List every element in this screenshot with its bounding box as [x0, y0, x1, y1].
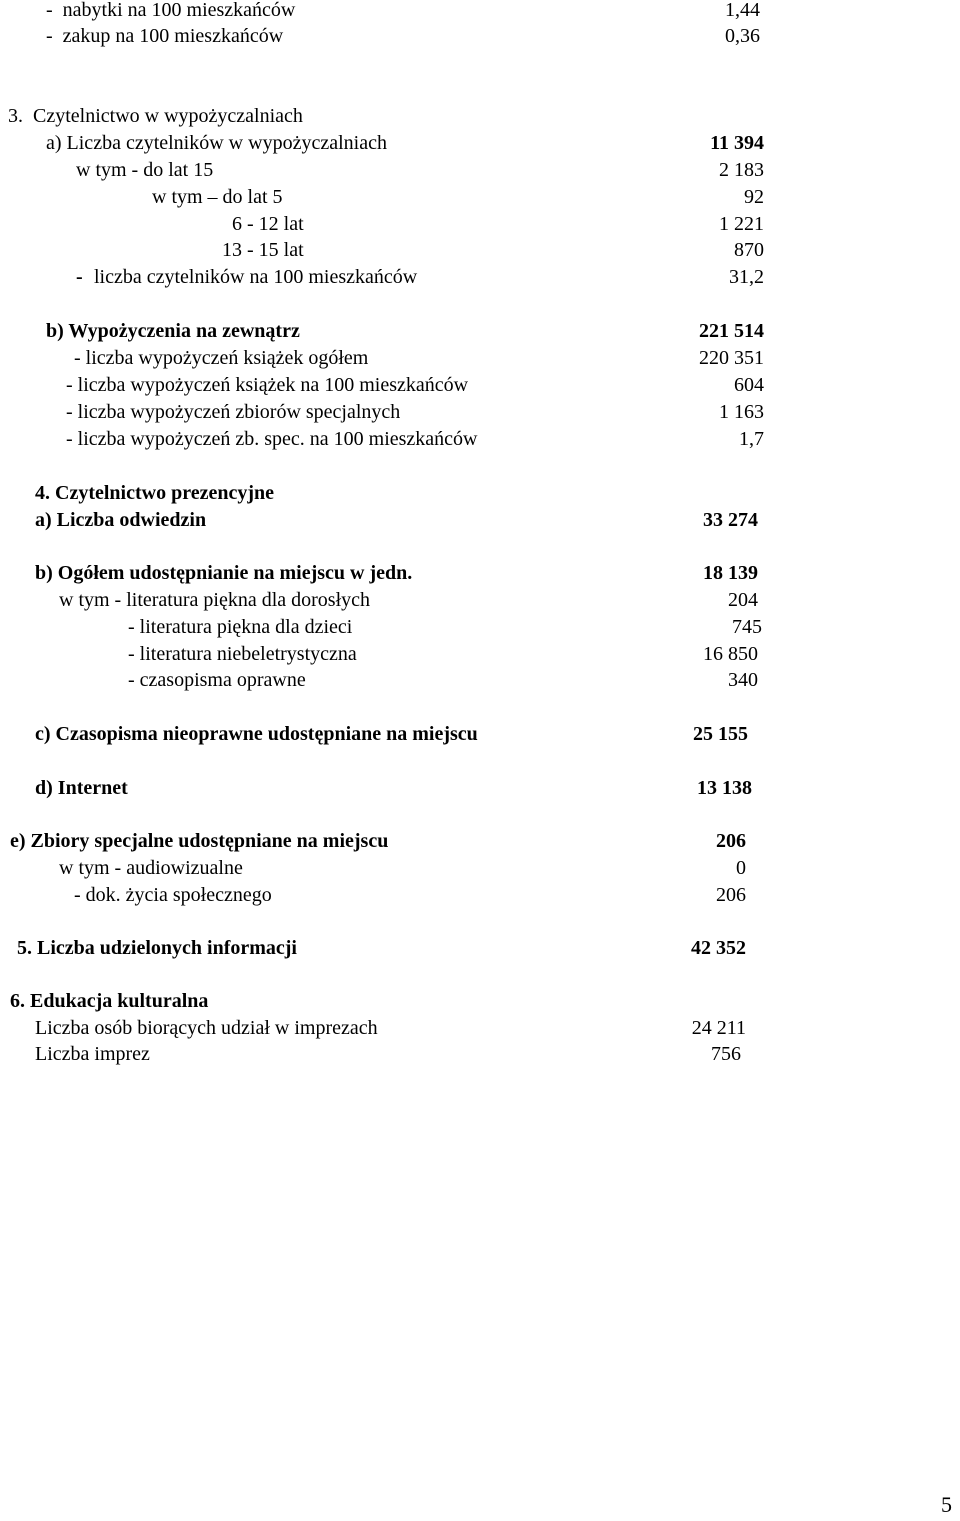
s6-r1-value: 24 211: [691, 1017, 746, 1039]
s4-d-label: d) Internet: [35, 777, 128, 799]
s4-c-value: 25 155: [693, 723, 748, 745]
zakup-value: 0,36: [725, 25, 760, 47]
s4-a-value: 33 274: [703, 509, 758, 531]
section-5-label: 5. Liczba udzielonych informacji: [17, 937, 297, 959]
s4-b-value: 18 139: [703, 562, 758, 584]
s4-b1-value: 204: [728, 589, 758, 611]
zakup-label: - zakup na 100 mieszkańców: [46, 25, 284, 47]
s3-b-label: b) Wypożyczenia na zewnątrz: [46, 320, 300, 342]
s4-b3-value: 16 850: [703, 643, 758, 665]
s4-e2-value: 206: [716, 884, 746, 906]
s4-b4-label: - czasopisma oprawne: [128, 669, 306, 691]
s3-b3-value: 1 163: [719, 401, 764, 423]
s3-r3-label: 6 - 12 lat: [232, 213, 304, 235]
s4-b2-label: - literatura piękna dla dzieci: [128, 616, 353, 638]
s6-r2-value: 756: [711, 1043, 741, 1065]
s3-b-value: 221 514: [699, 320, 764, 342]
s3-r2-value: 92: [744, 186, 764, 208]
s3-b2-value: 604: [734, 374, 764, 396]
s3-b4-value: 1,7: [739, 428, 764, 450]
s3-r1-value: 2 183: [719, 159, 764, 181]
s3-b4-label: - liczba wypożyczeń zb. spec. na 100 mieszkańców: [66, 428, 478, 450]
s4-b3-label: - literatura niebeletrystyczna: [128, 643, 357, 665]
s3-r4-value: 870: [734, 239, 764, 261]
s4-b-label: b) Ogółem udostępnianie na miejscu w jedn.: [35, 562, 413, 584]
s3-r5-dash: -: [76, 266, 83, 288]
s3-b1-label: - liczba wypożyczeń książek ogółem: [74, 347, 369, 369]
nabytki-label: - nabytki na 100 mieszkańców: [46, 0, 296, 21]
s3-r3-value: 1 221: [719, 213, 764, 235]
section-5-value: 42 352: [691, 937, 746, 959]
s6-r2-label: Liczba imprez: [35, 1043, 150, 1065]
s4-e1-label: w tym - audiowizualne: [59, 857, 243, 879]
s4-a-label: a) Liczba odwiedzin: [35, 509, 207, 531]
s4-b4-value: 340: [728, 669, 758, 691]
s4-c-label: c) Czasopisma nieoprawne udostępniane na miejscu: [35, 723, 478, 745]
s4-e1-value: 0: [736, 857, 746, 879]
s4-b1-label: w tym - literatura piękna dla dorosłych: [59, 589, 371, 611]
section-4-heading: 4. Czytelnictwo prezencyjne: [35, 482, 275, 504]
s3-r2-label: w tym – do lat 5: [152, 186, 283, 208]
s3-r5-label: liczba czytelników na 100 mieszkańców: [94, 266, 418, 288]
s3-b1-value: 220 351: [699, 347, 764, 369]
s3-r1-label: w tym - do lat 15: [76, 159, 214, 181]
section-3-heading: 3. Czytelnictwo w wypożyczalniach: [8, 105, 303, 127]
s4-e-value: 206: [716, 830, 746, 852]
s3-b2-label: - liczba wypożyczeń książek na 100 mieszkańców: [66, 374, 469, 396]
s4-e2-label: - dok. życia społecznego: [74, 884, 272, 906]
s4-d-value: 13 138: [697, 777, 752, 799]
section-6-heading: 6. Edukacja kulturalna: [10, 990, 209, 1012]
s4-b2-value: 745: [732, 616, 762, 638]
s3-b3-label: - liczba wypożyczeń zbiorów specjalnych: [66, 401, 401, 423]
s6-r1-label: Liczba osób biorących udział w imprezach: [35, 1017, 378, 1039]
s3-a-label: a) Liczba czytelników w wypożyczalniach: [46, 132, 387, 154]
s3-a-value: 11 394: [710, 132, 764, 154]
nabytki-value: 1,44: [725, 0, 760, 21]
s4-e-label: e) Zbiory specjalne udostępniane na miejscu: [10, 830, 389, 852]
s3-r5-value: 31,2: [729, 266, 764, 288]
page-number: 5: [941, 1492, 952, 1517]
s3-r4-label: 13 - 15 lat: [222, 239, 304, 261]
